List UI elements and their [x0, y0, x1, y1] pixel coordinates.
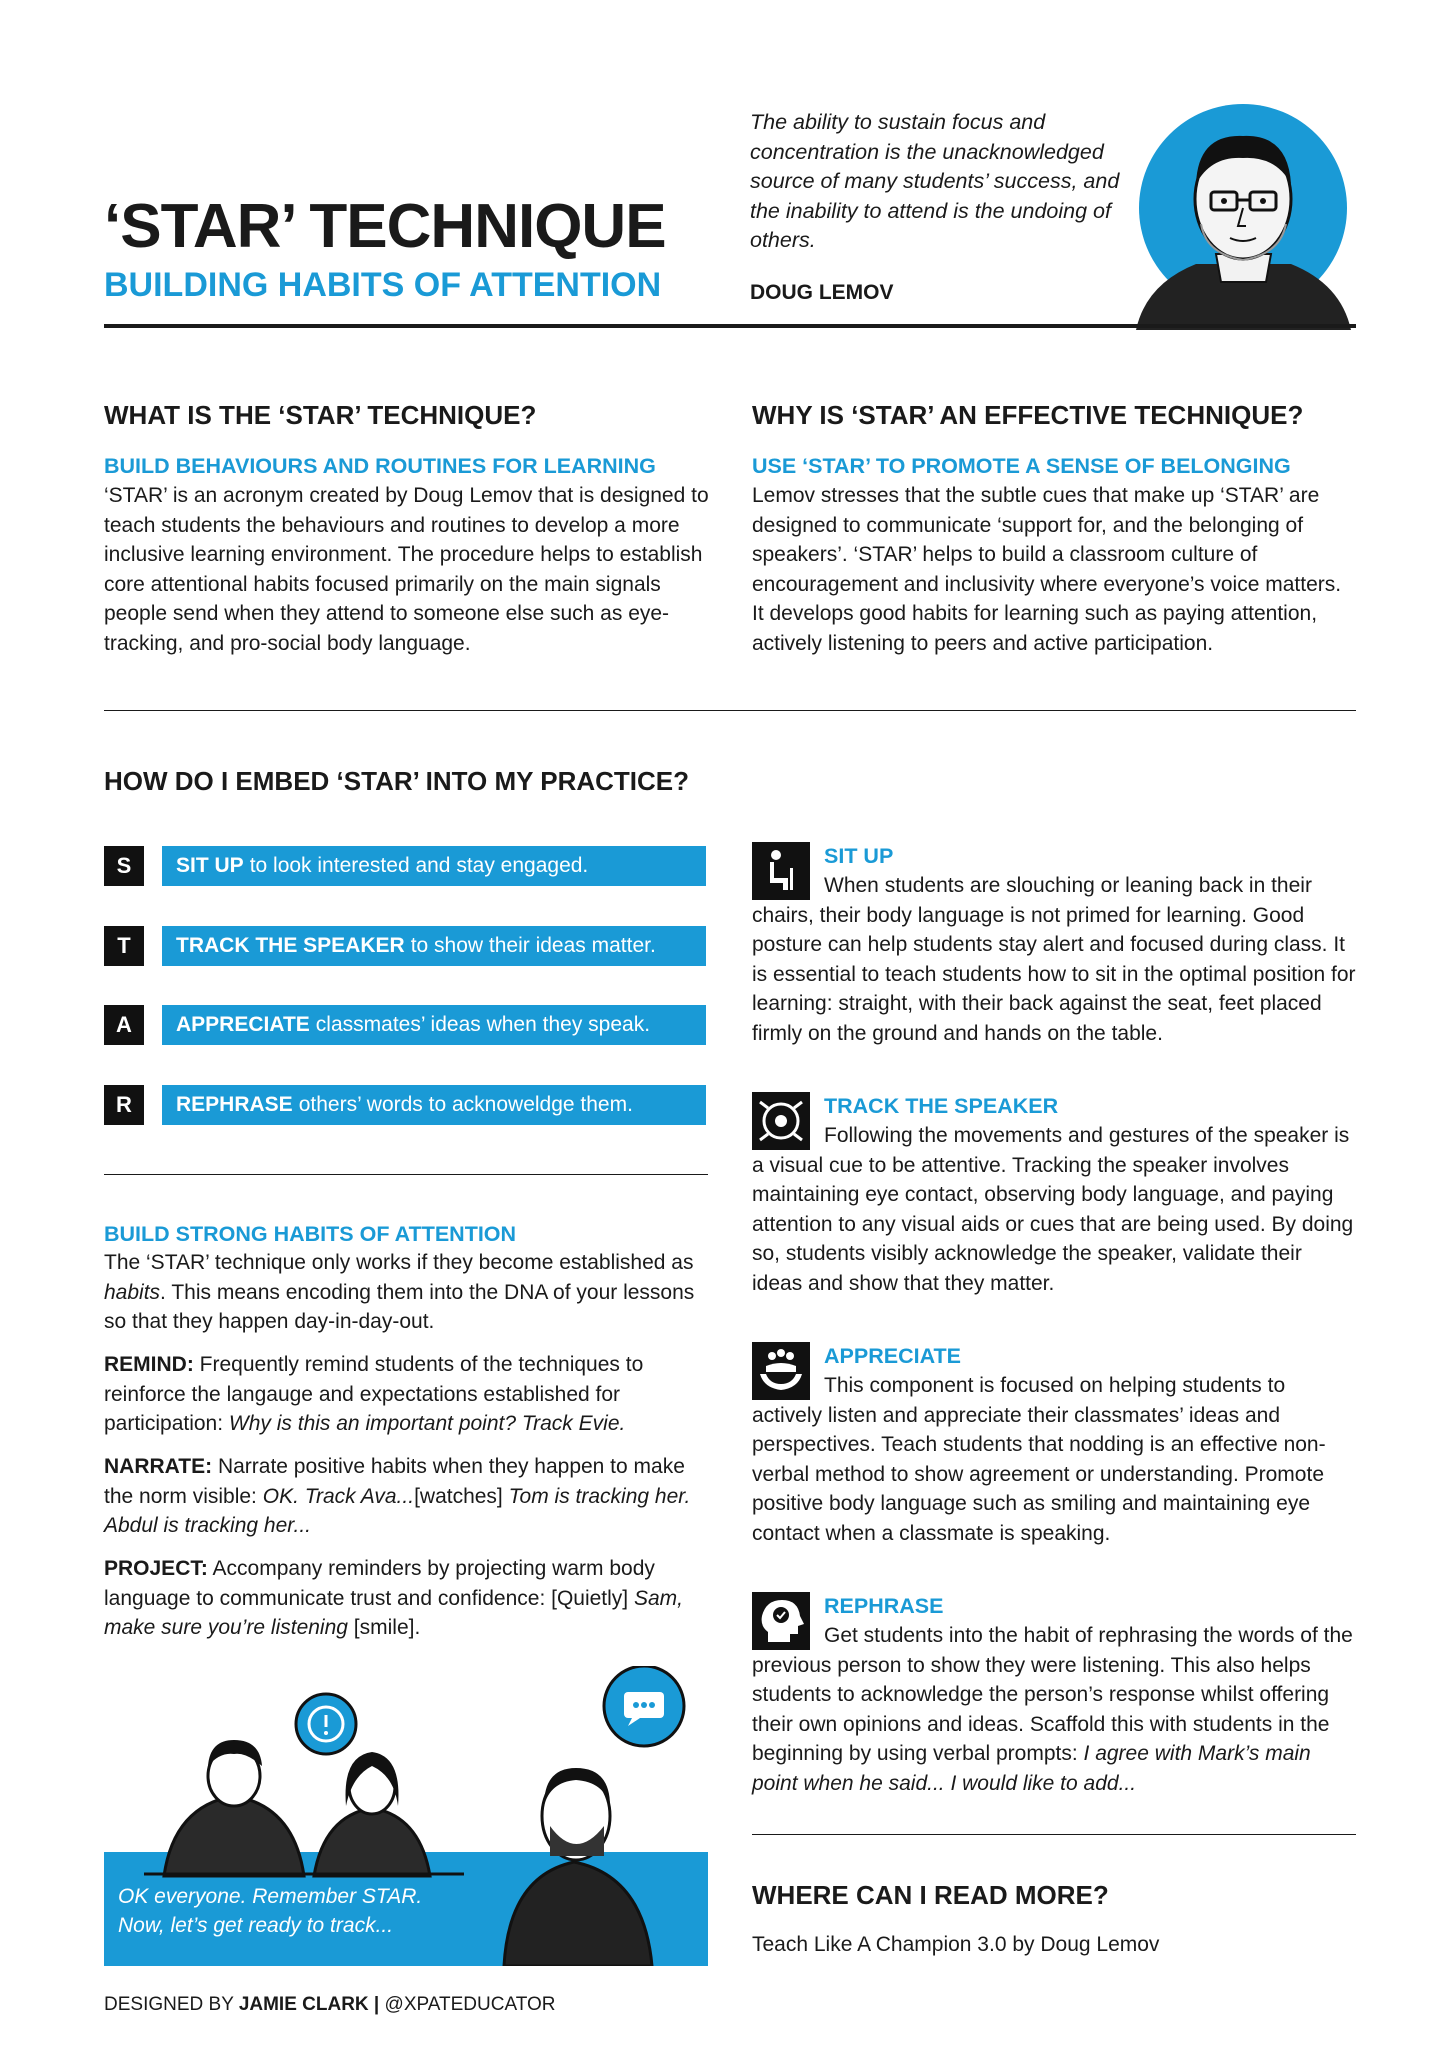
what-body: ‘STAR’ is an acronym created by Doug Lemov that is designed to teach students the behaviours and routines to develop a more inclusive learning environment. The procedure helps to establish core attentional habits focused primarily on the main signals people send when they attend to someone else such as eye-tracking, and pro-social body language.: [104, 484, 709, 655]
star-bar-bold: SIT UP: [176, 854, 244, 877]
star-letter: T: [104, 926, 144, 966]
appreciate-heading: APPRECIATE: [824, 1344, 961, 1368]
star-bar-text: to show their ideas matter.: [410, 934, 656, 957]
sit-up-body: When students are slouching or leaning back in their chairs, their body language is not primed for learning. Good posture can help students stay alert and focused during class. It is essential to teach students how to sit in the optimal position for learning: straight, with their back against the seat, feet placed firmly on the ground and hands on the table.: [752, 874, 1356, 1045]
narrate-example-b: Tom is tracking her. Abdul is tracking her...: [104, 1484, 691, 1538]
star-row-t: [104, 926, 706, 966]
what-heading: WHAT IS THE ‘STAR’ TECHNIQUE?: [104, 400, 537, 430]
habits-intro: [104, 1248, 716, 1337]
star-bar: [162, 1085, 706, 1125]
doug-lemov-portrait: [1126, 104, 1360, 330]
habits-intro-italic: habits: [104, 1280, 161, 1304]
right-divider: [752, 1834, 1356, 1835]
star-bar-text: to look interested and stay engaged.: [249, 854, 589, 877]
page-subtitle: BUILDING HABITS OF ATTENTION: [104, 266, 662, 304]
header-divider: [104, 324, 1356, 328]
designer-name: JAMIE CLARK: [238, 1994, 369, 2015]
star-row-r: [104, 1085, 706, 1125]
track-heading: TRACK THE SPEAKER: [824, 1094, 1059, 1118]
star-letter: R: [104, 1085, 144, 1125]
rephrase-example: I agree with Mark’s main point when he said... I would like to add...: [752, 1742, 1311, 1795]
star-bar: [162, 926, 706, 966]
star-bar-text: others’ words to acknoweldge them.: [298, 1093, 633, 1116]
narrate-example-a: OK. Track Ava...: [262, 1484, 415, 1508]
header-quote: The ability to sustain focus and concentration is the unacknowledged source of many students’ success, and the inability to attend is the undoing of others.: [750, 110, 1120, 252]
project-example: Sam, make sure you’re listening: [104, 1586, 683, 1640]
why-body: Lemov stresses that the subtle cues that make up ‘STAR’ are designed to communicate ‘support for, and the belonging of speakers’. ‘STAR’ helps to build a classroom culture of encouragement and inclusivity where everyone’s voice matters. It develops good habits for learning such as paying attention, actively listening to peers and active participation.: [752, 484, 1342, 655]
star-row-a: [104, 1005, 706, 1045]
narrate-text: Narrate positive habits when they happen to make the norm visible:: [104, 1455, 685, 1508]
section-divider: [104, 710, 1356, 711]
page-title: ‘STAR’ TECHNIQUE: [104, 192, 666, 261]
star-bar-bold: REPHRASE: [176, 1093, 293, 1116]
star-letter: S: [104, 846, 144, 886]
remind-example: Why is this an important point? Track Evie.: [228, 1412, 626, 1436]
project-label: PROJECT:: [104, 1557, 208, 1580]
caption-line-1: OK everyone. Remember STAR.: [118, 1885, 423, 1908]
why-heading: WHY IS ‘STAR’ AN EFFECTIVE TECHNIQUE?: [752, 400, 1304, 430]
student-girl: [314, 1808, 430, 1876]
star-bar: [162, 1005, 706, 1045]
footer-separator: |: [368, 1994, 385, 2015]
embed-heading: HOW DO I EMBED ‘STAR’ INTO MY PRACTICE?: [104, 766, 690, 796]
illustration-caption: [118, 1882, 422, 1940]
narrate-stage-direction: [watches]: [414, 1484, 503, 1508]
rephrase-heading: REPHRASE: [824, 1594, 944, 1618]
project-text: Accompany reminders by projecting warm body language to communicate trust and confidence: [Quietly]: [104, 1557, 655, 1610]
why-subheading: USE ‘STAR’ TO PROMOTE A SENSE OF BELONGING: [752, 454, 1291, 478]
narrate-paragraph: [104, 1452, 716, 1541]
habits-subheading: BUILD STRONG HABITS OF ATTENTION: [104, 1222, 517, 1246]
remind-paragraph: [104, 1350, 716, 1439]
student-boy: [164, 1796, 304, 1876]
designer-handle: @XPATEDUCATOR: [384, 1994, 556, 2015]
star-bar-bold: TRACK THE SPEAKER: [176, 934, 405, 957]
habits-intro-text-2: . This means encoding them into the DNA of your lessons so that they happen day-in-day-out.: [104, 1280, 695, 1334]
footer-prefix: DESIGNED BY: [104, 1994, 239, 2015]
what-subheading: BUILD BEHAVIOURS AND ROUTINES FOR LEARNING: [104, 454, 656, 478]
remind-text: Frequently remind students of the techniques to reinforce the langauge and expectations established for participation:: [104, 1353, 644, 1436]
appreciate-body: This component is focused on helping students to actively listen and appreciate their classmates’ ideas and perspectives. Teach students that nodding is an effective non-verbal method to show agreement or understanding. Promote positive body language such as smiling and maintaining eye contact when a classmate is speaking.: [752, 1374, 1326, 1545]
project-paragraph: [104, 1554, 716, 1643]
sit-up-heading: SIT UP: [824, 844, 894, 868]
star-letter: A: [104, 1005, 144, 1045]
left-divider: [104, 1174, 708, 1175]
star-bar: [162, 846, 706, 886]
star-bar-text: classmates’ ideas when they speak.: [315, 1013, 651, 1036]
track-body: Following the movements and gestures of the speaker is a visual cue to be attentive. Tracking the speaker involves maintaining eye contact, observing body language, and paying attention to any visual aids or cues that are being used. By doing so, students visibly acknowledge the speaker, validate their ideas and show that they matter.: [752, 1124, 1354, 1295]
rephrase-body-text: Get students into the habit of rephrasing the words of the previous person to show they were listening. This also helps students to acknowledge the person’s response whilst offering their own opinions and ideas. Scaffold this with students in the beginning by using verbal prompts:: [752, 1624, 1353, 1766]
rephrase-body: [752, 1621, 1356, 1799]
star-bar-bold: APPRECIATE: [176, 1013, 310, 1036]
read-more-book: Teach Like A Champion 3.0 by Doug Lemov: [752, 1933, 1160, 1956]
caption-line-2: Now, let’s get ready to track...: [118, 1914, 394, 1937]
read-more-heading: WHERE CAN I READ MORE?: [752, 1880, 1109, 1910]
narrate-label: NARRATE:: [104, 1455, 213, 1478]
remind-label: REMIND:: [104, 1353, 194, 1376]
footer-credit: [104, 1994, 556, 2016]
star-row-s: [104, 846, 706, 886]
project-end: [smile].: [347, 1616, 421, 1640]
habits-intro-text: The ‘STAR’ technique only works if they become established as: [104, 1251, 694, 1274]
quote-author: DOUG LEMOV: [750, 281, 894, 304]
